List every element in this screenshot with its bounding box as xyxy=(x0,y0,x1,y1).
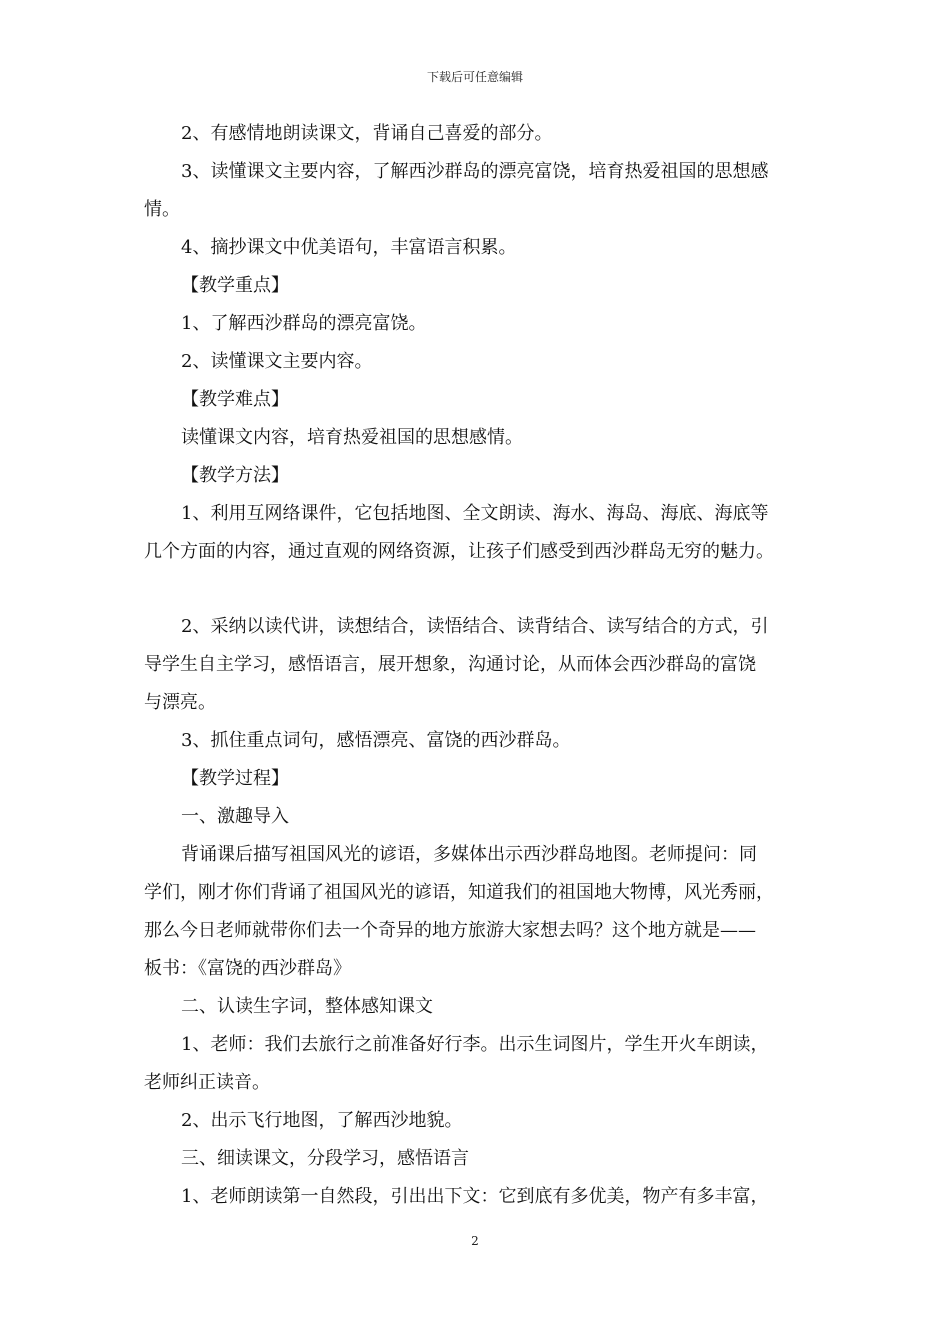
paragraph-line: 几个方面的内容，通过直观的网络资源，让孩子们感受到西沙群岛无穷的魅力。 xyxy=(144,541,774,562)
paragraph-line: 1、了解西沙群岛的漂亮富饶。 xyxy=(181,313,427,334)
paragraph-line: 【教学难点】 xyxy=(181,389,289,410)
paragraph-line: 二、认读生字词，整体感知课文 xyxy=(181,996,433,1017)
paragraph-line: 读懂课文内容，培育热爱祖国的思想感情。 xyxy=(181,427,523,448)
paragraph-line: 2、采纳以读代讲，读想结合，读悟结合、读背结合、读写结合的方式，引 xyxy=(181,616,769,637)
paragraph-line: 3、抓住重点词句，感悟漂亮、富饶的西沙群岛。 xyxy=(181,730,571,751)
paragraph-line: 4、摘抄课文中优美语句，丰富语言积累。 xyxy=(181,237,517,258)
page-number: 2 xyxy=(471,1234,479,1248)
paragraph-line: 学们，刚才你们背诵了祖国风光的谚语，知道我们的祖国地大物博，风光秀丽， xyxy=(144,882,774,903)
paragraph-line: 2、出示飞行地图，了解西沙地貌。 xyxy=(181,1110,463,1131)
paragraph-line: 1、利用互网络课件，它包括地图、全文朗读、海水、海岛、海底、海底等 xyxy=(181,503,769,524)
paragraph-line: 一、激趣导入 xyxy=(181,806,289,827)
paragraph-line: 3、读懂课文主要内容，了解西沙群岛的漂亮富饶，培育热爱祖国的思想感 xyxy=(181,161,769,182)
paragraph-line: 2、有感情地朗读课文，背诵自己喜爱的部分。 xyxy=(181,123,553,144)
paragraph-line: 导学生自主学习，感悟语言，展开想象，沟通讨论，从而体会西沙群岛的富饶 xyxy=(144,654,756,675)
paragraph-line: 2、读懂课文主要内容。 xyxy=(181,351,373,372)
paragraph-line: 老师纠正读音。 xyxy=(144,1072,270,1093)
paragraph-line: 1、老师朗读第一自然段，引出出下文：它到底有多优美，物产有多丰富， xyxy=(181,1186,769,1207)
page-header: 下载后可任意编辑 xyxy=(426,70,523,84)
paragraph-line: 【教学重点】 xyxy=(181,275,289,296)
paragraph-line: 与漂亮。 xyxy=(144,692,216,713)
paragraph-line: 1、老师：我们去旅行之前准备好行李。出示生词图片，学生开火车朗读， xyxy=(181,1034,769,1055)
paragraph-line: 板书：《富饶的西沙群岛》 xyxy=(144,958,351,979)
paragraph-line: 那么今日老师就带你们去一个奇异的地方旅游大家想去吗？这个地方就是—— xyxy=(144,920,756,941)
paragraph-line: 背诵课后描写祖国风光的谚语，多媒体出示西沙群岛地图。老师提问：同 xyxy=(181,844,757,865)
paragraph-line: 【教学过程】 xyxy=(181,768,289,789)
paragraph-line: 情。 xyxy=(144,199,180,220)
paragraph-line: 三、细读课文，分段学习，感悟语言 xyxy=(181,1148,469,1169)
paragraph-line: 【教学方法】 xyxy=(181,465,289,486)
